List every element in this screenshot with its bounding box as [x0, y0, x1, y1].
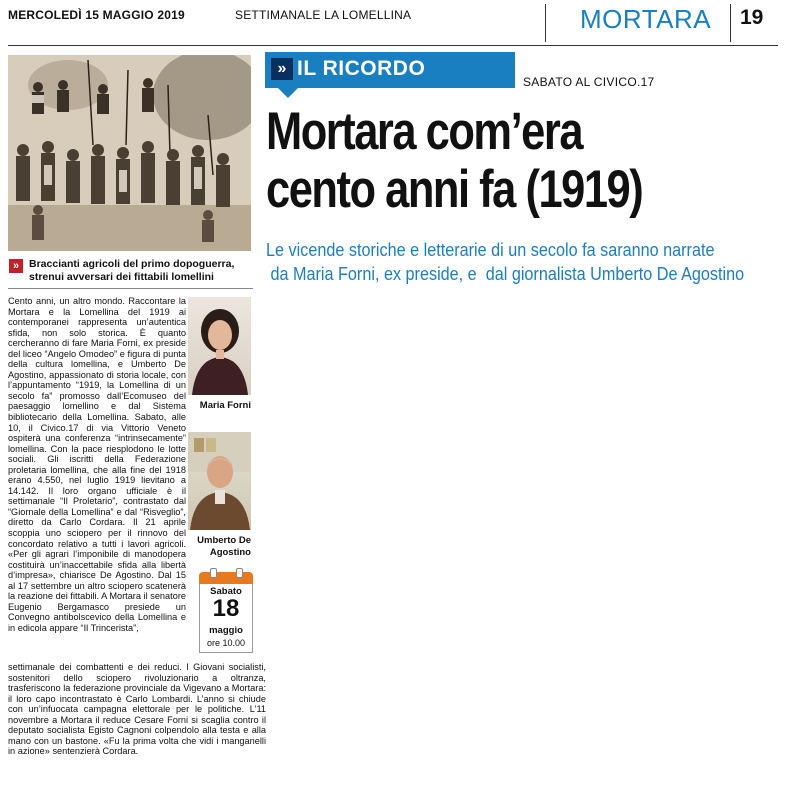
article-body-column: Cento anni, un altro mondo. Raccontare la Mortara e la Lomellina del 1919 ai contemporanei rappresenta un’autentica sfida, non solo storica. È quanto cercheranno di fare Maria Forni, ex preside del liceo “Angelo Omodeo” e figura di punta della cultura lomellina, e Umberto De Agostino, appassionato di storia locale, con l’appuntamento “1919, la Lomellina di un secolo fa” promosso dall’Ecomuseo del paesaggio lomellino e dal Sistema bibliotecario della Lomellina. Sabato, alle 10, il Civico.17 di via Vittorio Veneto ospiterà una conferenza “intrinsecamente” lomellina. Con la pace riesplodono le lotte sociali. Gli iscritti della Federazione proletaria lomellina, che alla fine del 1918 erano 4.550, nel luglio 1919 lievitano a 14.142. Il loro organo ufficiale è il settimanale “Il Proletario”, contrastato dal “Giornale della Lomellina” e dal “Risveglio”, diretto da Carlo Cordara. Il 21 aprile scoppia uno sciopero per il rinnovo del concordato relativo a tutti i lavori agricoli. «Per gli agrari l’imponibile di manodopera costituirà un’inaccettabile sfida alla libertà d’impresa», chiarisce De Agostino. Dal 15 al 17 settembre un altro sciopero scatenerà la reazione dei fittabili. A Mortara il senatore Eugenio Bergamasco presiede un Convegno antibolscevico della Lomellina e in edicola appare “Il Trincerista”,	[8, 296, 186, 633]
portrait-maria-forni	[188, 297, 251, 395]
subtitle-line-1: Le vicende storiche e letterarie di un secolo fa saranno narrate	[266, 240, 715, 260]
caption-chevron-icon: »	[9, 259, 23, 273]
calendar-date-number: 18	[212, 595, 240, 622]
newspaper-name: SETTIMANALE LA LOMELLINA	[235, 8, 412, 22]
title-line-2: cento anni fa (1919)	[266, 160, 643, 219]
photo-caption: Braccianti agricoli del primo dopoguerra, strenui avversari dei fittabili lomellini	[29, 258, 235, 283]
calendar-header	[199, 572, 253, 584]
calendar-month: maggio	[209, 625, 243, 636]
kicker-notch	[278, 88, 298, 98]
header-rule	[8, 45, 778, 46]
calendar-ring	[236, 568, 243, 578]
header-divider	[730, 4, 731, 42]
portrait-umberto-de-agostino	[188, 432, 251, 530]
kicker-chevron-icon: »	[271, 58, 293, 80]
calendar-day: Sabato	[210, 586, 242, 597]
article-subtitle	[266, 238, 770, 286]
calendar-time: ore 10.00	[206, 638, 246, 648]
kicker-side-label: SABATO AL CIVICO.17	[523, 75, 655, 89]
header-divider	[545, 4, 546, 42]
caption-rule	[8, 288, 253, 289]
portrait-name: Umberto De Agostino	[197, 535, 251, 558]
edition-date: MERCOLEDÌ 15 MAGGIO 2019	[8, 8, 185, 22]
kicker-label: IL RICORDO	[297, 57, 426, 80]
article-title	[266, 103, 774, 219]
article-body-wide: settimanale dei combattenti e dei reduci. I Giovani socialisti, sostenitori dello sciopero rivoluzionario a oltranza, trasferiscono la federazione provinciale da Vigevano a Mortara: il loro capo incontrastato è Carlo Lombardi. L’anno si chiude con un’infuocata campagna elettorale per le politiche. L’11 novembre a Mortara il reduce Cesare Forni si scaglia contro il deputato socialista Egisto Cagnoni colpendolo alla testa e alla mano con un bastone. «Fu la prima volta che vidi i manganelli in azione» sentenzierà Cordara.	[8, 662, 266, 757]
historic-group-photo	[8, 55, 251, 251]
portrait-name: Maria Forni	[199, 400, 251, 411]
page-number: 19	[740, 6, 764, 29]
calendar-ring	[210, 568, 217, 578]
title-line-1: Mortara com’era	[266, 102, 583, 161]
subtitle-line-2: da Maria Forni, ex preside, e dal giornalista Umberto De Agostino	[266, 264, 745, 284]
section-name: MORTARA	[580, 4, 712, 34]
